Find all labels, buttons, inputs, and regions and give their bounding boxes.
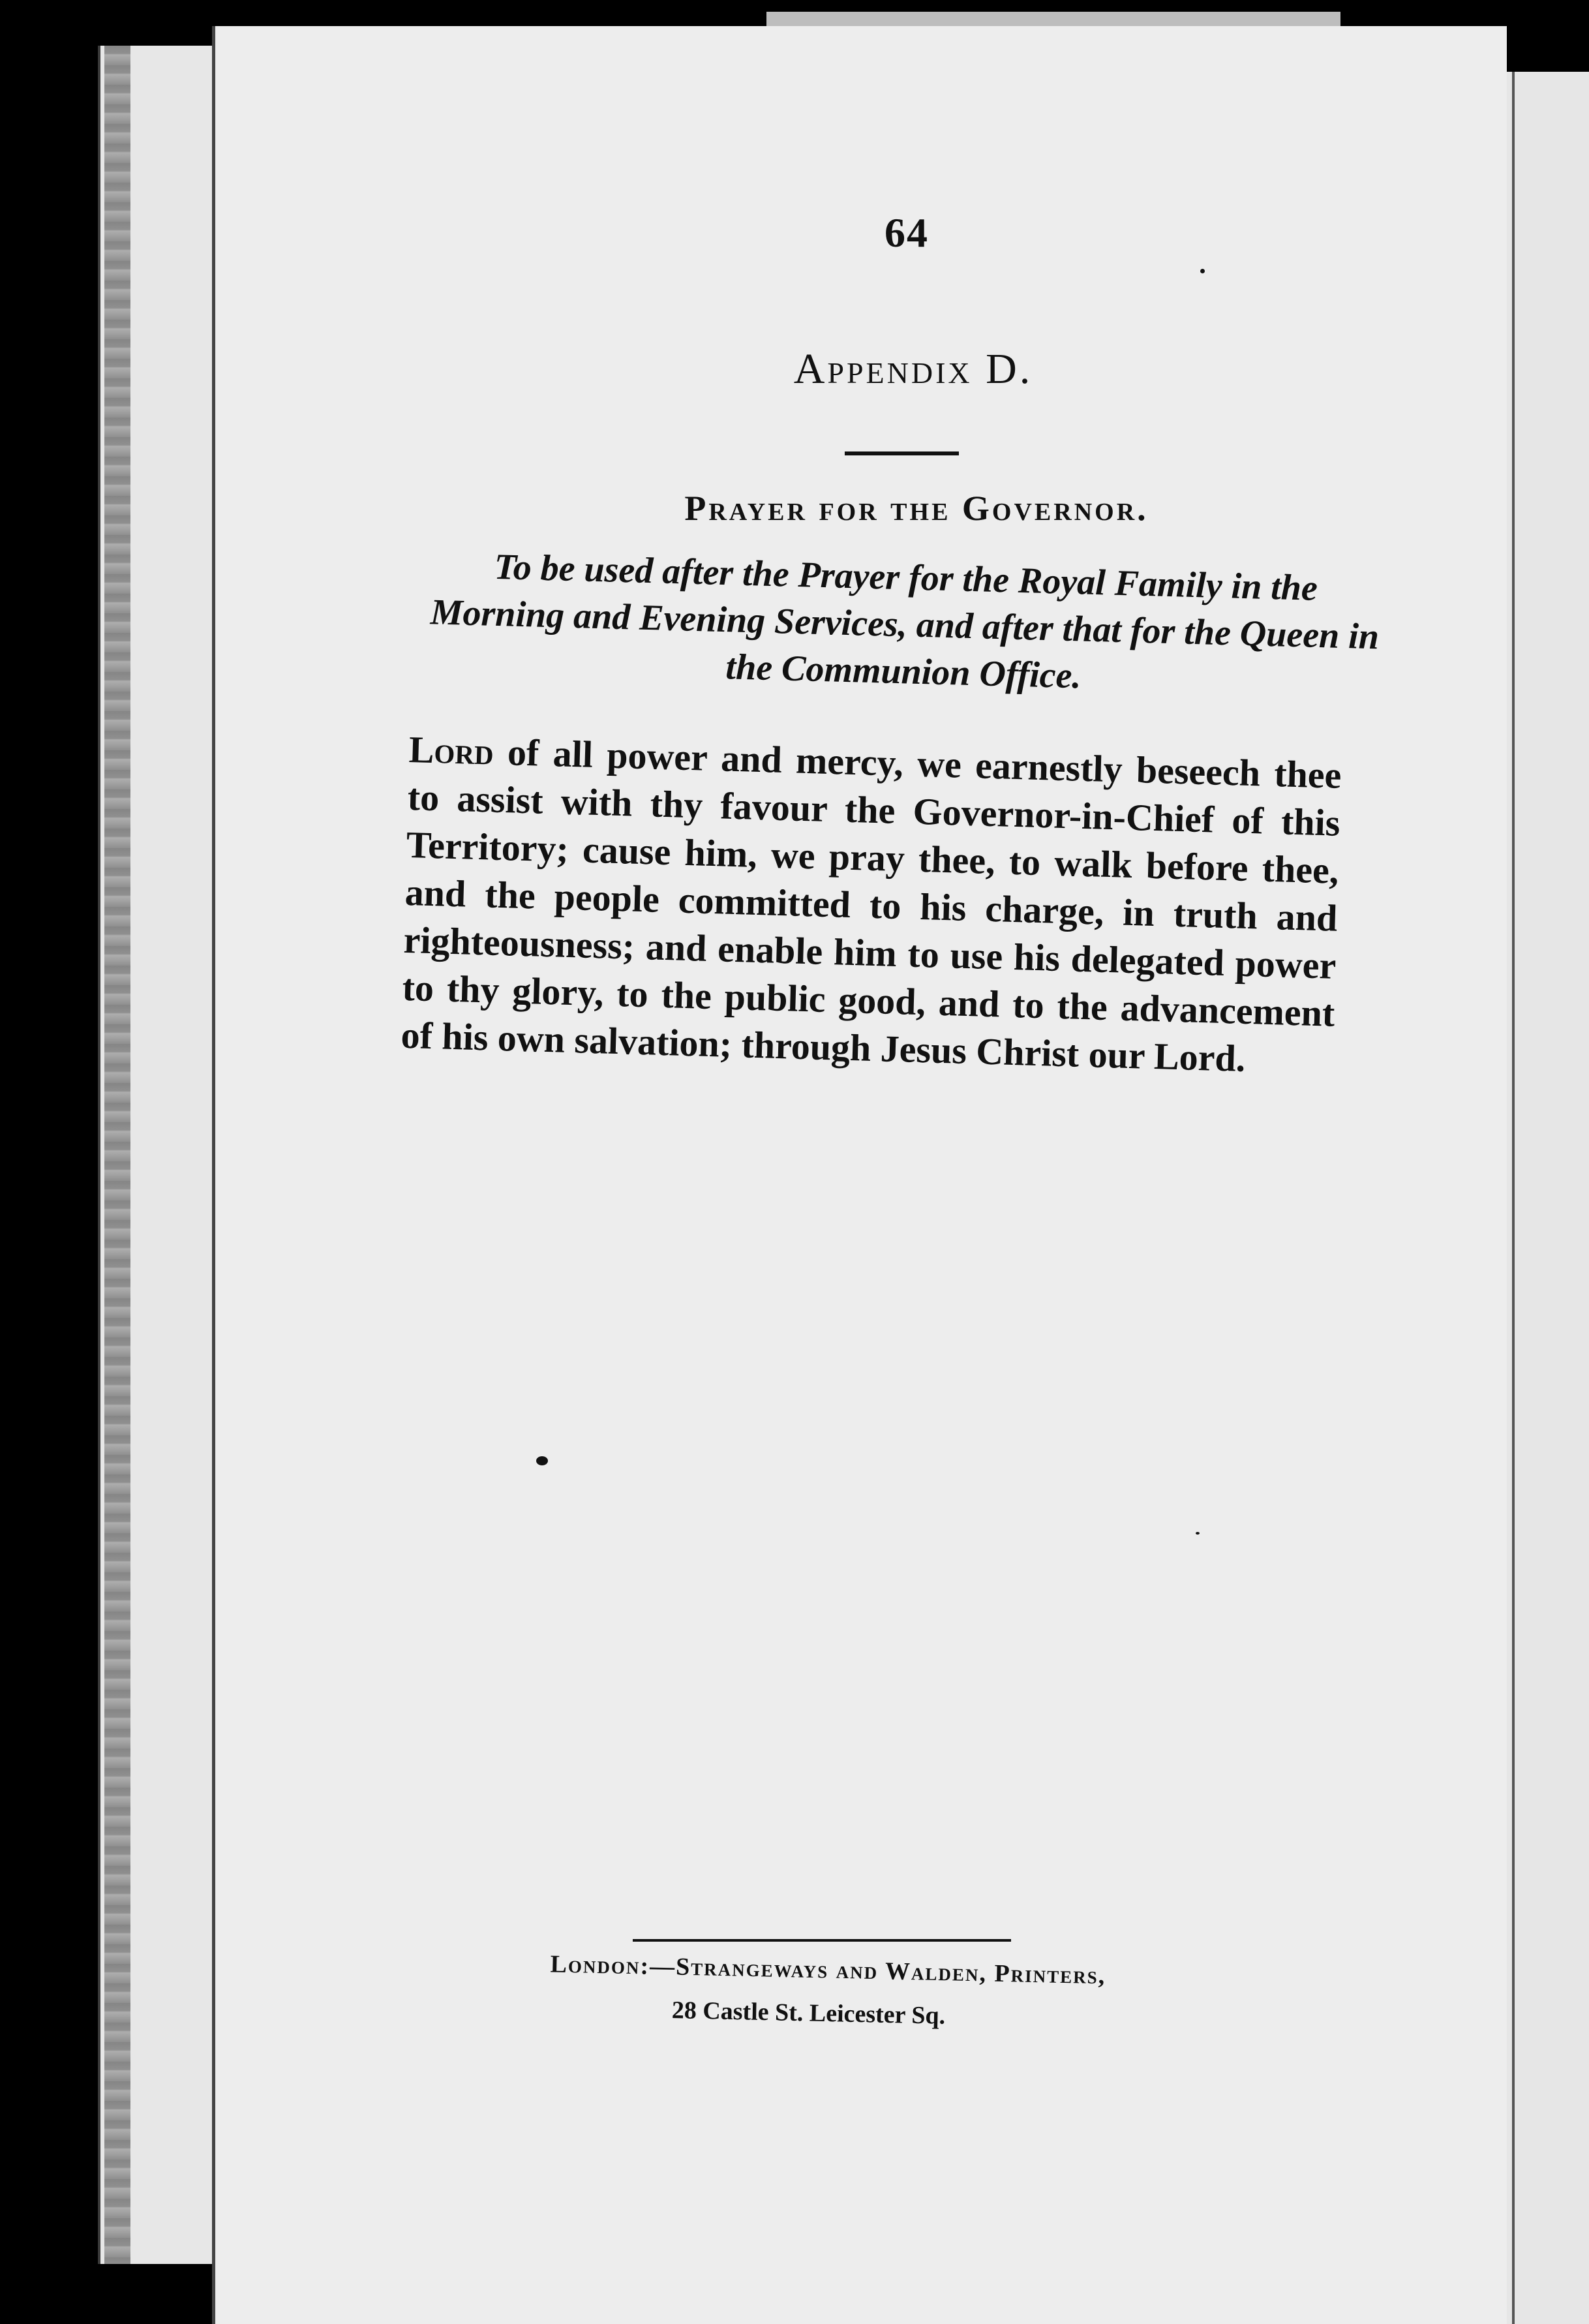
prayer-body bbox=[401, 726, 1342, 1085]
ink-speck bbox=[1196, 1532, 1200, 1535]
printer-address: 28 Castle St. Leicester Sq. bbox=[671, 1996, 946, 2030]
rubric-instruction: To be used after the Prayer for the Royal Family in the Morning and Evening Services, and after that for the Queen in the Communion Office. bbox=[430, 546, 1380, 697]
prayer-title: Prayer for the Governor. bbox=[684, 489, 1149, 528]
back-leaf-edge bbox=[104, 46, 130, 2264]
title-rule bbox=[845, 451, 959, 455]
imprint-rule bbox=[633, 1939, 1011, 1942]
page-gutter-line bbox=[1512, 72, 1515, 2324]
appendix-title: Appendix D. bbox=[793, 345, 1033, 393]
ink-speck bbox=[1200, 269, 1205, 273]
ink-speck bbox=[536, 1456, 548, 1465]
prayer-body-text: of all power and mercy, we earnestly beseech thee to assist with thy favour the Governor-in-Chief of this Territory; cause him, we pray thee, to walk before thee, and the people committed to his charge, in truth and righteousness; and enable him to use his delegated power to thy glory, to the public good, and to the advancement of his own salvation; through Jesus Christ our Lord. bbox=[400, 730, 1342, 1080]
prayer-body-lead: Lord bbox=[408, 727, 494, 773]
printer-imprint: London:—Strangeways and Walden, Printers, bbox=[550, 1950, 1106, 1990]
page-number: 64 bbox=[885, 209, 929, 256]
